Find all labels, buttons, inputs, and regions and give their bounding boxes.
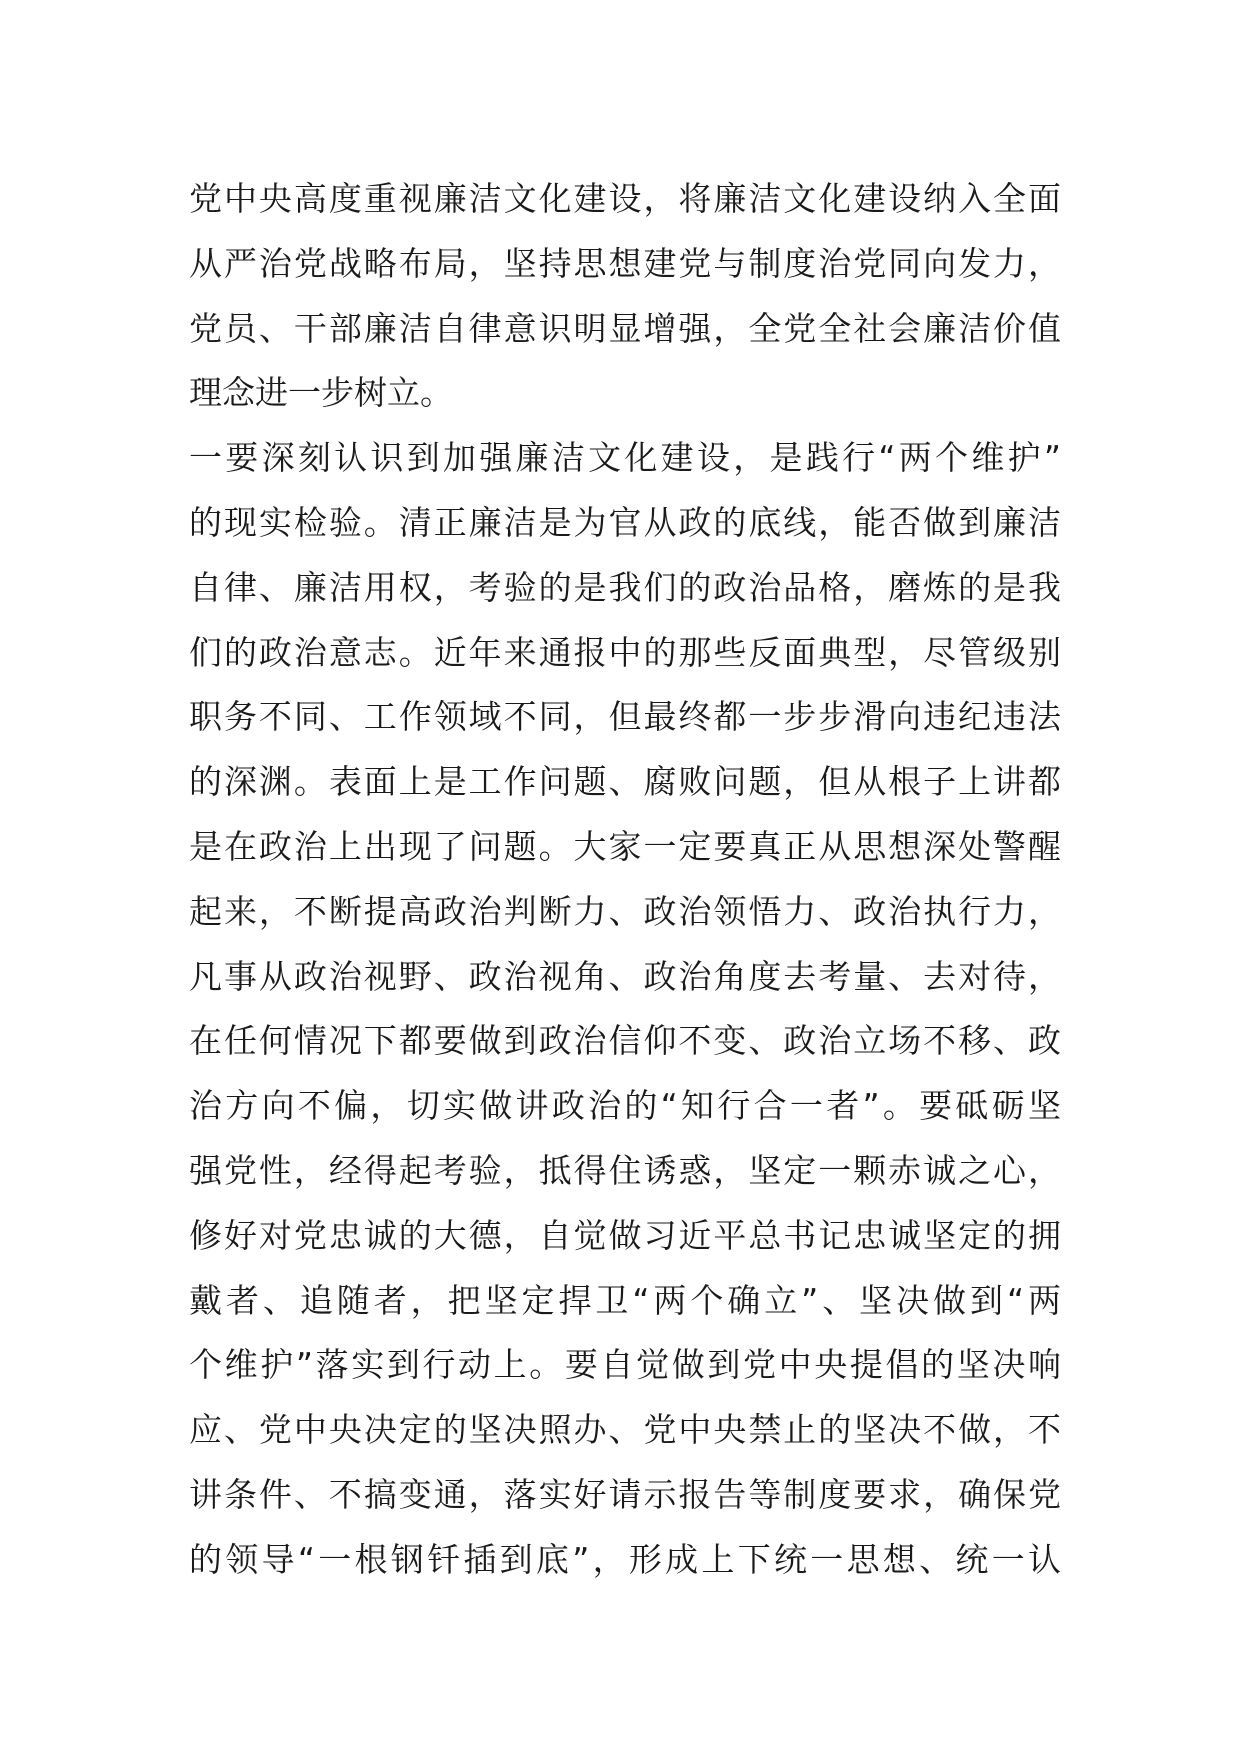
text-line: 修好对党忠诚的大德，自觉做习近平总书记忠诚坚定的拥 bbox=[189, 1215, 1061, 1255]
text-line: 的现实检验。清正廉洁是为官从政的底线，能否做到廉洁 bbox=[189, 502, 1061, 542]
paragraph-2 bbox=[189, 426, 1061, 1592]
text-line: 是在政治上出现了问题。大家一定要真正从思想深处警醒 bbox=[189, 826, 1061, 866]
text-line: 个维护”落实到行动上。要自觉做到党中央提倡的坚决响 bbox=[189, 1345, 1061, 1385]
text-line: 凡事从政治视野、政治视角、政治角度去考量、去对待， bbox=[189, 956, 1061, 996]
text-line: 从严治党战略布局，坚持思想建党与制度治党同向发力， bbox=[189, 243, 1061, 283]
text-line: 理念进一步树立。 bbox=[189, 373, 453, 413]
text-line: 一要深刻认识到加强廉洁文化建设，是践行“两个维护” bbox=[189, 438, 1061, 478]
text-line: 党中央高度重视廉洁文化建设，将廉洁文化建设纳入全面 bbox=[189, 179, 1061, 218]
text-line: 的领导“一根钢钎插到底”，形成上下统一思想、统一认 bbox=[189, 1539, 1061, 1579]
text-line: 党员、干部廉洁自律意识明显增强，全党全社会廉洁价值 bbox=[189, 308, 1061, 348]
text-line: 职务不同、工作领域不同，但最终都一步步滑向违纪违法 bbox=[189, 697, 1061, 737]
paragraph-1 bbox=[189, 167, 1061, 426]
text-line: 的深渊。表面上是工作问题、腐败问题，但从根子上讲都 bbox=[189, 762, 1061, 802]
text-line: 在任何情况下都要做到政治信仰不变、政治立场不移、政 bbox=[189, 1021, 1061, 1061]
text-line: 治方向不偏，切实做讲政治的“知行合一者”。要砥砺坚 bbox=[189, 1086, 1061, 1126]
body-text bbox=[189, 167, 1061, 1593]
text-line: 戴者、追随者，把坚定捍卫“两个确立”、坚决做到“两 bbox=[189, 1280, 1061, 1320]
text-line: 们的政治意志。近年来通报中的那些反面典型，尽管级别 bbox=[189, 632, 1061, 672]
text-line: 讲条件、不搞变通，落实好请示报告等制度要求，确保党 bbox=[189, 1474, 1061, 1514]
text-line: 自律、廉洁用权，考验的是我们的政治品格，磨炼的是我 bbox=[189, 567, 1061, 607]
text-line: 起来，不断提高政治判断力、政治领悟力、政治执行力， bbox=[189, 891, 1061, 931]
text-line: 应、党中央决定的坚决照办、党中央禁止的坚决不做，不 bbox=[189, 1410, 1061, 1450]
text-line: 强党性，经得起考验，抵得住诱惑，坚定一颗赤诚之心， bbox=[189, 1150, 1061, 1190]
